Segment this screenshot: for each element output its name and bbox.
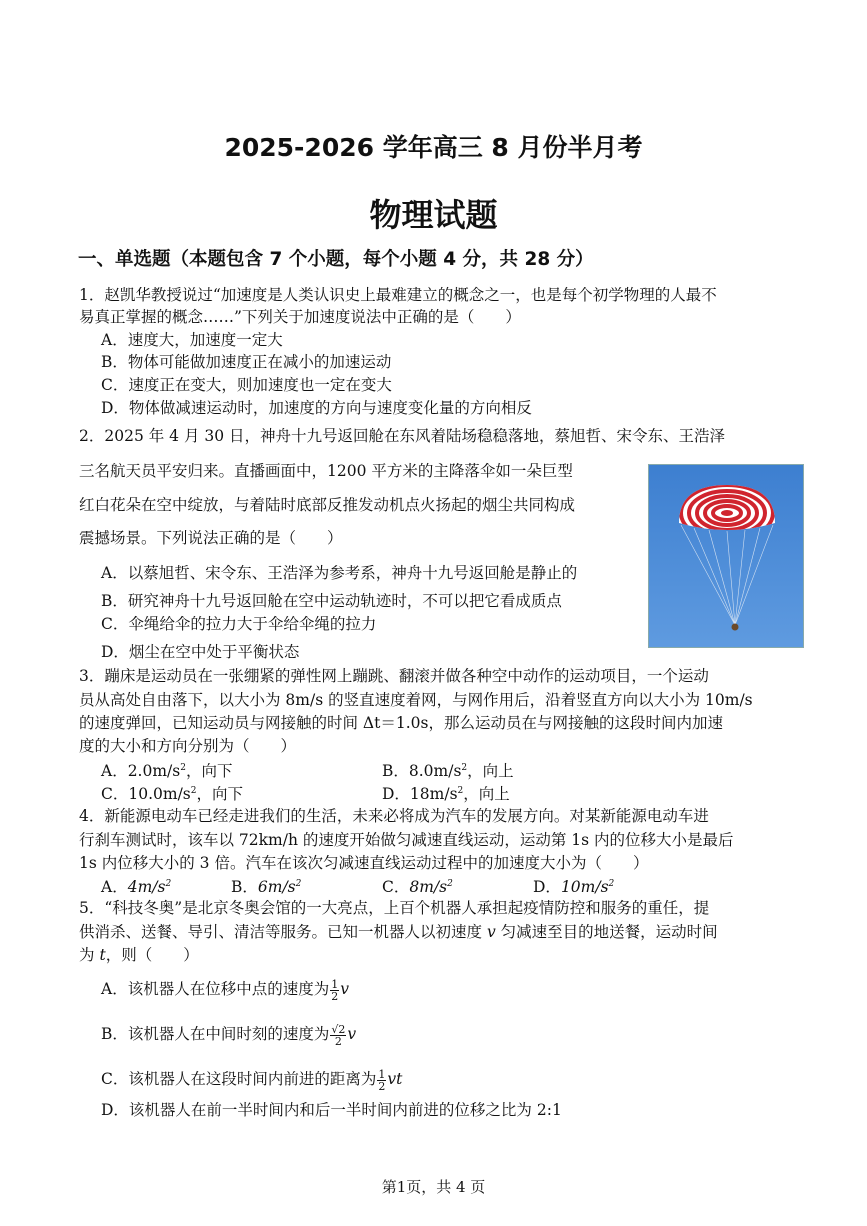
question-stem-line: 三名航天员平安归来。直播画面中，1200 平方米的主降落伞如一朵巨型	[79, 462, 573, 480]
option-d: D．该机器人在前一半时间内和后一半时间内前进的位移之比为 2:1	[101, 1101, 562, 1119]
option-a: A．速度大，加速度一定大	[101, 331, 283, 349]
section-heading: 一、单选题（本题包含 7 个小题，每个小题 4 分，共 28 分）	[78, 249, 594, 270]
option-d: D．$10m/s^2$	[533, 878, 615, 896]
option-a: A．该机器人在位移中点的速度为 $\frac{1}{2}$ v	[101, 977, 349, 1003]
question-stem-line: 2．2025 年 4 月 30 日，神舟十九号返回舱在东风着陆场稳稳落地，蔡旭哲、宋令东、王浩泽	[79, 427, 726, 445]
question-stem-line: 4．新能源电动车已经走进我们的生活，未来必将成为汽车的发展方向。对某新能源电动车进	[79, 807, 709, 825]
fraction: $\frac{1}{2}$	[378, 1067, 386, 1093]
exam-title: 2025-2026 学年高三 8 月份半月考	[224, 133, 643, 162]
option-b: B．该机器人在中间时刻的速度为 $\frac{√2}{2}$ v	[101, 1022, 357, 1048]
option-c: C．伞绳给伞的拉力大于伞给伞绳的拉力	[101, 615, 377, 633]
option-b: B．物体可能做加速度正在减小的加速运动	[101, 353, 392, 371]
question-stem-line: 为 t，则（ ）	[79, 946, 199, 964]
fraction: $\frac{√2}{2}$	[331, 1022, 346, 1048]
option-a: A．$2.0m/s^2$，向下	[101, 762, 233, 780]
question-stem-line: 员从高处自由落下，以大小为 8m/s 的竖直速度着网，与网作用后，沿着竖直方向以大小为 10m/s	[79, 691, 753, 709]
question-stem-line: 1s 内位移大小的 3 倍。汽车在该次匀减速直线运动过程中的加速度大小为（ ）	[79, 854, 649, 872]
option-d: D．物体做减速运动时，加速度的方向与速度变化量的方向相反	[101, 399, 532, 417]
option-c: C．$10.0m/s^2$，向下	[101, 785, 243, 803]
question-stem-line: 度的大小和方向分别为（ ）	[79, 737, 297, 755]
option-d: D．烟尘在空中处于平衡状态	[101, 643, 300, 661]
question-stem-line: 3．蹦床是运动员在一张绷紧的弹性网上蹦跳、翻滚并做各种空中动作的运动项目，一个运动	[79, 667, 709, 685]
option-d: D．$18m/s^2$，向上	[382, 785, 510, 803]
page-footer: 第1页，共 4 页	[381, 1178, 486, 1196]
question-stem-line: 震撼场景。下列说法正确的是（ ）	[79, 529, 343, 547]
option-a: A．以蔡旭哲、宋令东、王浩泽为参考系，神舟十九号返回舱是静止的	[101, 564, 578, 582]
option-b: B．$6m/s^2$	[231, 878, 302, 896]
question-stem-line: 易真正掌握的概念……”下列关于加速度说法中正确的是（ ）	[79, 308, 521, 326]
fraction: $\frac{1}{2}$	[331, 977, 339, 1003]
subject-title: 物理试题	[369, 196, 498, 234]
question-stem-line: 5．“科技冬奥”是北京冬奥会馆的一大亮点，上百个机器人承担起疫情防控和服务的重任，提	[79, 899, 710, 917]
parachute-photo	[648, 464, 804, 648]
parachute-image	[649, 465, 804, 648]
question-stem-line: 的速度弹回，已知运动员与网接触的时间 Δt＝1.0s，那么运动员在与网接触的这段时间内加速	[79, 714, 723, 732]
option-a: A．$4m/s^2$	[101, 878, 172, 896]
option-c: C．$8m/s^2$	[382, 878, 453, 896]
question-stem-line: 供消杀、送餐、导引、清洁等服务。已知一机器人以初速度 v 匀减速至目的地送餐，运动时间	[79, 923, 718, 941]
option-c: C．该机器人在这段时间内前进的距离为 $\frac{1}{2}$ vt	[101, 1067, 403, 1093]
question-stem-line: 红白花朵在空中绽放，与着陆时底部反推发动机点火扬起的烟尘共同构成	[79, 496, 576, 514]
option-c: C．速度正在变大，则加速度也一定在变大	[101, 376, 392, 394]
question-stem-line: 1．赵凯华教授说过“加速度是人类认识史上最难建立的概念之一，也是每个初学物理的人最不	[79, 286, 717, 304]
question-stem-line: 行刹车测试时，该车以 72km/h 的速度开始做匀减速直线运动，运动第 1s 内的位移大小是最后	[79, 831, 734, 849]
option-b: B．研究神舟十九号返回舱在空中运动轨迹时，不可以把它看成质点	[101, 592, 562, 610]
option-b: B．$8.0m/s^2$，向上	[382, 762, 514, 780]
